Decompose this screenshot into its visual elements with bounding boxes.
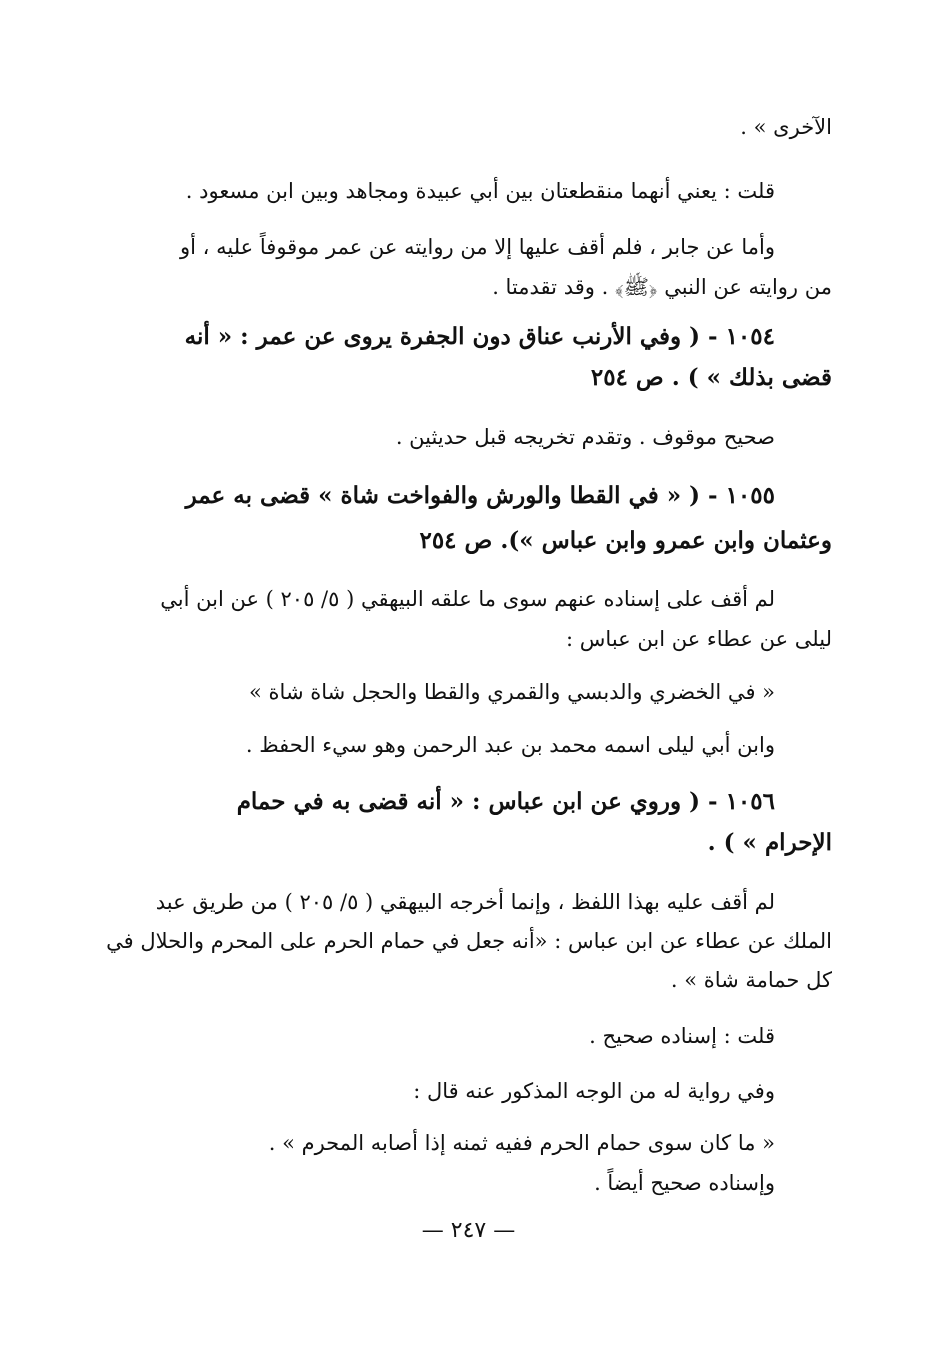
text-line-note: قلت : يعني أنهما منقطعتان بين أبي عبيدة ومجاهد وبين ابن مسعود . (185, 179, 775, 203)
text-line-paragraph: وأما عن جابر ، فلم أقف عليها إلا من روايته عن عمر موقوفاً عليه ، أو (180, 235, 775, 259)
text-line-note: قلت : إسناده صحيح . (589, 1024, 775, 1048)
hadith-heading-1054-cont: قضى بذلك » ) . ص ٢٥٤ (590, 364, 832, 391)
text-line-paragraph: وابن أبي ليلى اسمه محمد بن عبد الرحمن وهو سيء الحفظ . (245, 733, 775, 757)
text-line-quote: « في الخضري والدبسي والقمري والقطا والحجل شاة شاة » (249, 680, 775, 704)
text-line-paragraph: ليلى عن عطاء عن ابن عباس : (566, 627, 832, 651)
text-line-paragraph: وفي رواية له من الوجه المذكور عنه قال : (413, 1079, 775, 1103)
hadith-heading-1055-cont: وعثمان وابن عمرو وابن عباس »). ص ٢٥٤ (419, 527, 832, 554)
text-line-quote: « ما كان سوى حمام الحرم ففيه ثمنه إذا أصابه المحرم » . (268, 1131, 775, 1155)
text-line-paragraph: وإسناده صحيح أيضاً . (594, 1171, 775, 1195)
text-line-paragraph: كل حمامة شاة » . (670, 968, 832, 992)
text-line-continuation: الآخرى » . (740, 115, 832, 139)
text-line-paragraph: من روايته عن النبي ﴿ﷺ﴾ . وقد تقدمتا . (492, 275, 832, 299)
text-line-paragraph: لم أقف عليه بهذا اللفظ ، وإنما أخرجه البيهقي ( ٥/ ٢٠٥ ) من طريق عبد (155, 890, 775, 914)
hadith-heading-1056: ١٠٥٦ - ( وروي عن ابن عباس : « أنه قضى به في حمام (236, 788, 775, 815)
page-number: — ٢٤٧ — (421, 1218, 516, 1243)
text-line-paragraph: الملك عن عطاء عن ابن عباس : «أنه جعل في حمام الحرم على المحرم والحلال في (106, 929, 832, 953)
hadith-heading-1056-cont: الإحرام » ) . (707, 829, 832, 856)
hadith-heading-1055: ١٠٥٥ - ( « في القطا والورش والفواخت شاة » قضى به عمر (185, 482, 775, 509)
text-line-paragraph: لم أقف على إسناده عنهم سوى ما علقه البيهقي ( ٥/ ٢٠٥ ) عن ابن أبي (160, 587, 775, 611)
text-line-grading: صحيح موقوف . وتقدم تخريجه قبل حديثين . (395, 425, 775, 449)
hadith-heading-1054: ١٠٥٤ - ( وفي الأرنب عناق دون الجفرة يروى عن عمر : « أنه (184, 323, 775, 350)
